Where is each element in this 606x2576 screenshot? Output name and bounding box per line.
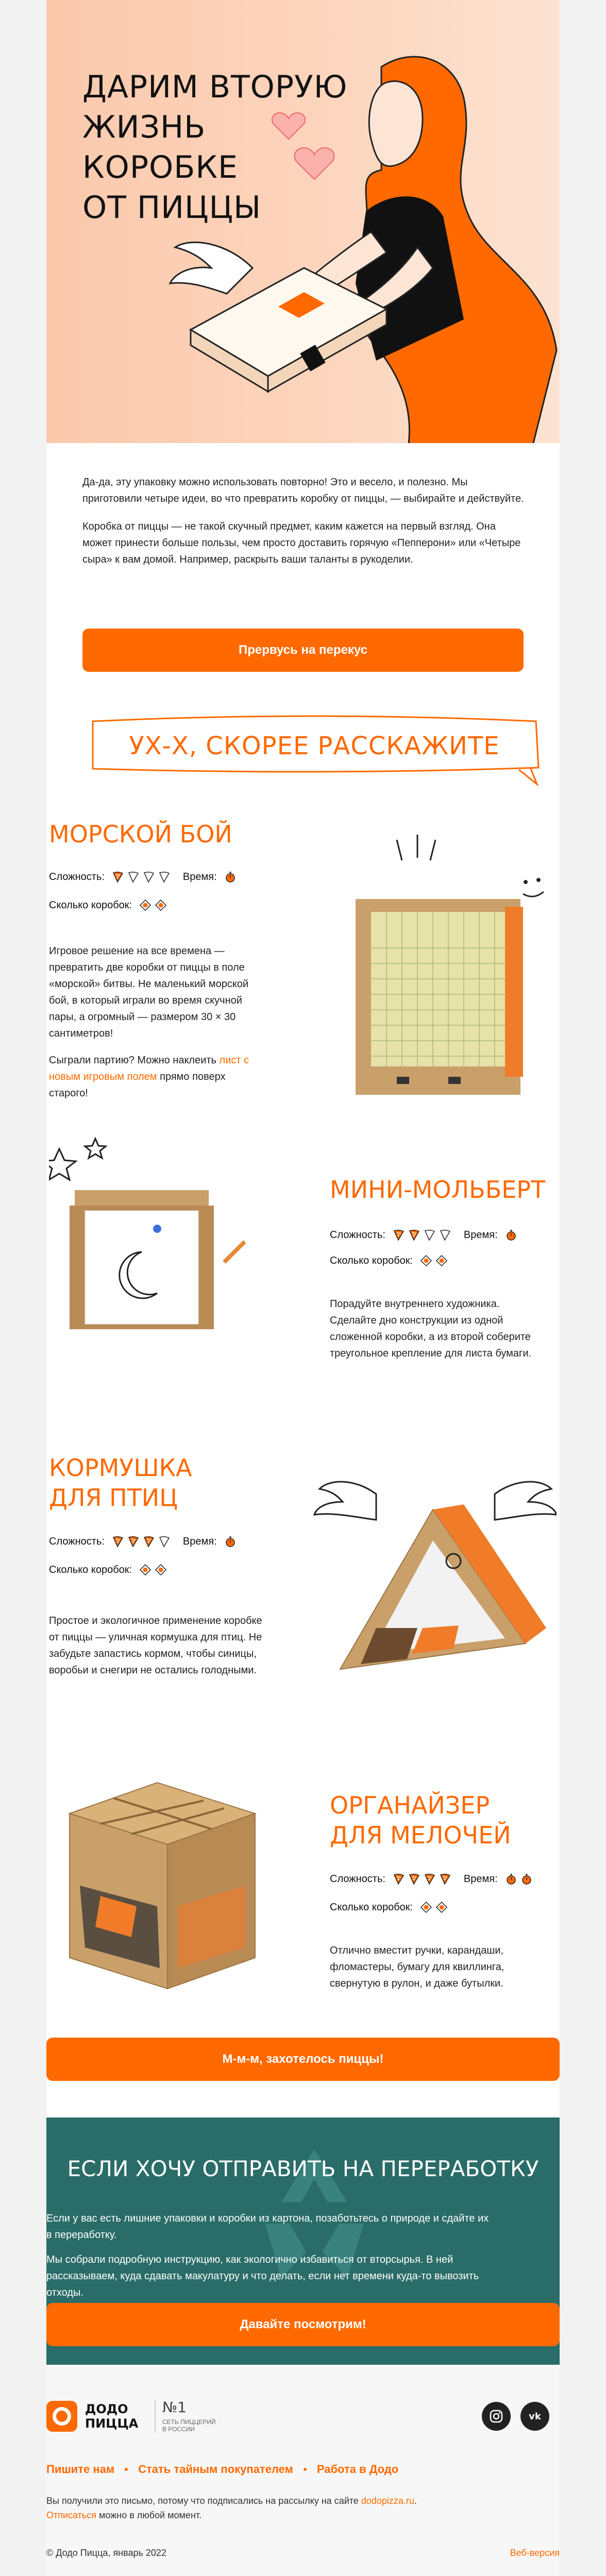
difficulty-rating [112, 871, 171, 883]
pizza-box-icon [155, 899, 167, 911]
idea-text [330, 1285, 546, 1372]
idea-title: МОРСКОЙ БОЙ [49, 820, 232, 848]
pizza-box-icon [139, 1564, 152, 1576]
idea-title [330, 1790, 511, 1850]
pizza-slice-icon [393, 1229, 405, 1241]
idea-title-line: КОРМУШКА [49, 1454, 192, 1482]
notice-text: Вы получили это письмо, потому что подписались на рассылку на сайте [46, 2496, 359, 2506]
star-icon [85, 1139, 106, 1158]
boxes-row [330, 1901, 448, 1913]
difficulty-rating [393, 1873, 451, 1885]
timer-icon [224, 871, 237, 883]
pizza-slice-icon [158, 871, 171, 883]
pizza-slice-icon [439, 1873, 451, 1885]
pizza-slice-icon [424, 1229, 436, 1241]
difficulty-row [49, 871, 237, 883]
time-label: Время: [182, 1535, 217, 1547]
star-icon [49, 1149, 76, 1180]
difficulty-row [330, 1229, 517, 1241]
rank-badge: №1 [162, 2399, 187, 2416]
boxes-rating [139, 1564, 167, 1576]
idea-text [49, 933, 265, 1112]
pizza-box-icon [139, 899, 152, 911]
boxes-label: Сколько коробок: [330, 1255, 413, 1266]
intro-paragraph: Коробка от пиццы — не такой скучный предмет, каким кажется на первый взгляд. Она может принести больше пользы, чем просто доставить горячую «Пепперони» или «Четыре сыра» к вам домой. Например, раскрыть ваши таланты в рукоделии. [82, 521, 521, 565]
time-label: Время: [182, 871, 217, 883]
pizza-slice-icon [158, 1535, 171, 1548]
boxes-rating [420, 1901, 448, 1913]
instagram-icon[interactable] [482, 2402, 511, 2431]
pizza-slice-icon [143, 871, 155, 883]
time-label: Время: [463, 1229, 498, 1241]
recycle-paragraph: Если у вас есть лишние упаковки и коробки из картона, позаботьтесь о природе и сдайте их в переработку. [46, 2213, 489, 2241]
rank-subtitle-line: В РОССИИ [162, 2426, 195, 2433]
dodo-logo-icon [46, 2401, 77, 2432]
easel-image [49, 1128, 286, 1345]
boxes-row [330, 1255, 448, 1267]
difficulty-row [330, 1873, 533, 1885]
brand-name [85, 2402, 138, 2431]
idea-text [330, 1932, 546, 2002]
bird-feeder-image [309, 1473, 557, 1721]
idea-paragraph: Порадуйте внутреннего художника. Сделайте дно конструкции из одной сложенной коробки, а из второй соберите треугольное крепление для листа бумаги. [330, 1298, 532, 1359]
recycle-title: ЕСЛИ ХОЧУ ОТПРАВИТЬ НА ПЕРЕРАБОТКУ [67, 2156, 539, 2181]
brand-line: ПИЦЦА [85, 2416, 139, 2431]
footer [46, 2365, 560, 2576]
notice-text: можно в любой момент. [99, 2510, 202, 2520]
recycle-section [46, 2117, 560, 2365]
difficulty-row [49, 1535, 237, 1548]
pizza-box-icon [155, 1564, 167, 1576]
idea-title: МИНИ-МОЛЬБЕРТ [330, 1176, 546, 1204]
pizza-slice-icon [439, 1229, 451, 1241]
time-rating [224, 1535, 237, 1548]
timer-icon [520, 1873, 533, 1885]
timer-icon [505, 1873, 517, 1885]
banner-text: УХ-Х, СКОРЕЕ РАССКАЖИТЕ [129, 731, 500, 760]
difficulty-label: Сложность: [330, 1229, 385, 1241]
mystery-shopper-link[interactable]: Стать тайным покупателем [138, 2463, 293, 2476]
organizer-image [49, 1752, 276, 1999]
pizza-slice-icon [393, 1873, 405, 1885]
pizza-box-icon [435, 1901, 448, 1913]
sea-battle-image [330, 824, 557, 1113]
timer-icon [505, 1229, 517, 1241]
idea-paragraph: Простое и экологичное применение коробке от пиццы — уличная кормушка для птиц. Не забудьте запастись кормом, чтобы синицы, воробьи и снегири не остались голодными. [49, 1615, 262, 1676]
time-rating [505, 1873, 533, 1885]
intro-paragraph: Да-да, эту упаковку можно использовать повторно! Это и весело, и полезно. Мы приготовили четыре идеи, во что превратить коробку от пиццы, — выбирайте и действуйте. [82, 477, 524, 504]
difficulty-label: Сложность: [49, 1535, 105, 1547]
time-rating [224, 871, 237, 883]
boxes-row [49, 1564, 167, 1576]
boxes-label: Сколько коробок: [49, 1564, 132, 1575]
subscription-notice: Вы получили это письмо, потому что подписались на рассылку на сайте dodopizza.ru. Отписаться можно в любой момент. [46, 2496, 417, 2520]
rank-subtitle-line: СЕТЬ ПИЦЦЕРИЙ [162, 2418, 216, 2426]
unsubscribe-link[interactable]: Отписаться [46, 2510, 97, 2520]
hero-title-line: КОРОБКЕ [82, 149, 238, 185]
recycle-button[interactable]: Давайте посмотрим! [46, 2303, 560, 2346]
footer-links [46, 2463, 398, 2476]
hero-title-line: ДАРИМ ВТОРУЮ ЖИЗНЬ [82, 69, 348, 145]
game-field-link[interactable]: лист с новым игровым полем [49, 1055, 249, 1082]
difficulty-label: Сложность: [330, 1873, 385, 1885]
pizza-slice-icon [112, 1535, 124, 1548]
web-version-link[interactable]: Веб-версия [510, 2548, 560, 2558]
boxes-label: Сколько коробок: [330, 1901, 413, 1913]
divider [155, 2400, 156, 2433]
idea-text [49, 1602, 265, 1689]
idea-title [49, 1453, 192, 1513]
boxes-rating [420, 1255, 448, 1267]
idea-paragraph: Игровое решение на все времена — превратить две коробки от пиццы в поле «морской» битвы. Не маленький морской бой, в который играли во время скучной пары, а огромный — размером 30 × 30 сантиметров! [49, 945, 249, 1039]
pizza-box-icon [420, 1901, 432, 1913]
rank-subtitle [162, 2418, 215, 2433]
hero-title [82, 67, 412, 228]
hero-banner [46, 0, 560, 443]
recycle-text [46, 2241, 495, 2311]
pizza-box-icon [420, 1255, 432, 1267]
vk-icon[interactable]: vk [520, 2402, 549, 2431]
idea-paragraph [49, 1052, 265, 1101]
snack-button[interactable]: Прервусь на перекус [82, 629, 524, 672]
difficulty-label: Сложность: [49, 871, 105, 883]
recycle-paragraph: Мы собрали подробную инструкцию, как экологично избавиться от вторсырья. В ней рассказываем, куда сдавать макулатуру и что делать, если нет времени куда-то вывозить отходы. [46, 2254, 479, 2298]
link-separator [125, 2468, 128, 2471]
pizza-slice-icon [112, 871, 124, 883]
idea-title-line: ДЛЯ МЕЛОЧЕЙ [330, 1821, 511, 1849]
jobs-link[interactable]: Работа в Додо [316, 2463, 399, 2476]
contact-link[interactable]: Пишите нам [46, 2463, 115, 2476]
difficulty-rating [393, 1229, 451, 1241]
difficulty-rating [112, 1535, 171, 1548]
idea-text-part: Сыграли партию? Можно наклеить [49, 1055, 216, 1066]
intro-text [82, 464, 526, 578]
pizza-box-icon [435, 1255, 448, 1267]
boxes-rating [139, 899, 167, 911]
pizza-slice-icon [143, 1535, 155, 1548]
pizza-slice-icon [127, 1535, 140, 1548]
pizza-cta-button[interactable]: М-м-м, захотелось пиццы! [46, 2038, 560, 2081]
copyright: © Додо Пицца, январь 2022 [46, 2548, 166, 2558]
time-rating [505, 1229, 517, 1241]
timer-icon [224, 1535, 237, 1548]
idea-paragraph: Отлично вместит ручки, карандаши, фломастеры, бумагу для квиллинга, свернутую в рулон, и даже бутылки. [330, 1945, 504, 1989]
boxes-row [49, 899, 167, 911]
idea-title-line: ДЛЯ ПТИЦ [49, 1484, 178, 1512]
site-link[interactable]: dodopizza.ru [361, 2496, 414, 2506]
pizza-slice-icon [408, 1873, 420, 1885]
time-label: Время: [463, 1873, 498, 1885]
pizza-slice-icon [408, 1229, 420, 1241]
idea-title-line: ОРГАНАЙЗЕР [330, 1791, 490, 1819]
brand-line: ДОДО [85, 2402, 128, 2416]
pizza-slice-icon [127, 871, 140, 883]
hero-title-line: ОТ ПИЦЦЫ [82, 190, 262, 226]
link-separator [304, 2468, 307, 2471]
pizza-slice-icon [424, 1873, 436, 1885]
idea-text-part: прямо поверх старого! [49, 1071, 226, 1099]
boxes-label: Сколько коробок: [49, 899, 132, 911]
